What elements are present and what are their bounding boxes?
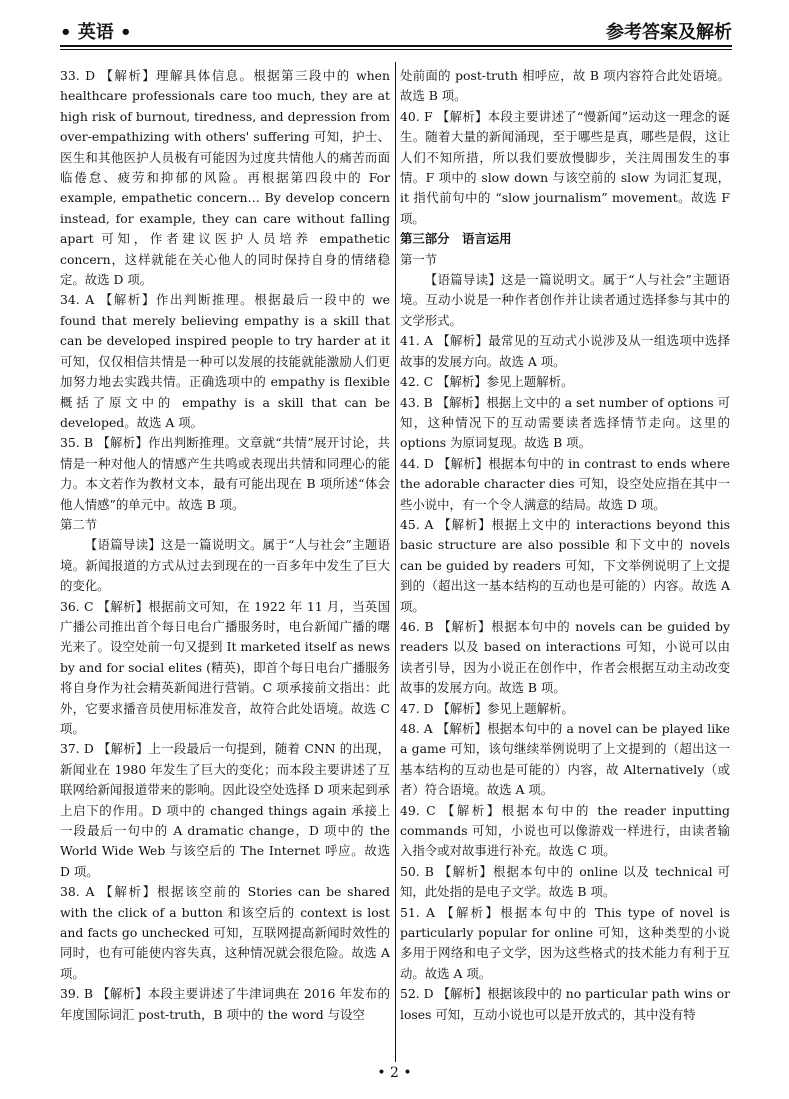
page-number: • 2 • [377,1065,412,1081]
section-heading: 第一节 [400,251,438,267]
header-title: 参考答案及解析 [606,22,732,43]
answer-paragraph: 48. A 【解析】根据本句中的 a novel can be played like a game 可知，该句继续举例说明了上文提到的（超出这一基本结构的互动也是可能的）内容，故 Alternatively（或者）符合语境。故选 A 项。 [400,721,730,798]
header-rule-thin [60,49,732,50]
answer-paragraph: 50. B 【解析】根据本句中的 online 以及 technical 可知，此处指的是电子文学。故选 B 项。 [400,863,730,900]
left-column [60,66,390,1025]
answer-paragraph: 42. C 【解析】参见上题解析。 [400,374,574,390]
answer-paragraph: 52. D 【解析】根据该段中的 no particular path wins or loses 可知，互动小说也可以是开放式的，其中没有特 [400,986,730,1022]
answer-paragraph: 38. A 【解析】根据该空前的 Stories can be shared with the click of a button 和该空后的 context is lost and facts go unchecked 可知，互联网提高新闻时效性的同时，也有可能使内容失真，这种情况就会很危险。故选 A 项。 [60,884,390,981]
answer-paragraph: 35. B 【解析】作出判断推理。文章就“共情”展开讨论，共情是一种对他人的情感产生共鸣或表现出共情和同理心的能力。本文若作为教材文本，最有可能出现在 B 项所述“体会他人情感”的单元中。故选 B 项。 [60,435,390,512]
answer-paragraph: 处前面的 post-truth 相呼应，故 B 项内容符合此处语境。故选 B 项。 [400,68,730,104]
column-divider [395,62,396,1062]
answer-paragraph: 41. A 【解析】最常见的互动式小说涉及从一组选项中选择故事的发展方向。故选 A 项。 [400,333,730,369]
answer-paragraph: 33. D 【解析】理解具体信息。根据第三段中的 when healthcare professionals care too much, they are at high risk of burnout, tiredness, and depression from over-empathizing with others' suffering 可知，护士、医生和其他医护人员极有可能因为过度共情他人的痛苦而面临倦怠、疲劳和抑郁的风险。再根据第四段中的 For example, empathetic concern… By develop concern instead, for example, they can care without falling apart 可知，作者建议医护人员培养 empathetic concern，这样就能在关心他人的同时保持自身的情绪稳定。故选 D 项。 [60,68,390,288]
answer-paragraph: 34. A 【解析】作出判断推理。根据最后一段中的 we found that merely believing empathy is a skill that can be developed inspired people to try harder at it 可知，仅仅相信共情是一种可以发展的技能就能激励人们更加努力地去实践共情。正确选项中的 empathy is flexible 概括了原文中的 empathy is a skill that can be developed。故选 A 项。 [60,292,390,430]
answer-paragraph: 39. B 【解析】本段主要讲述了牛津词典在 2016 年发布的年度国际词汇 post-truth，B 项中的 the word 与设空 [60,986,390,1022]
answer-paragraph: 【语篇导读】这是一篇说明文。属于“人与社会”主题语境。新闻报道的方式从过去到现在的一百多年中发生了巨大的变化。 [60,537,390,594]
answer-paragraph: 51. A 【解析】根据本句中的 This type of novel is particularly popular for online 可知，这种类型的小说多用于网络和电子文学，因为这些格式的技术能力有利于互动。故选 A 项。 [400,904,730,981]
answer-paragraph: 43. B 【解析】根据上文中的 a set number of options 可知，这种情况下的互动需要读者选择情节走向。这里的 options 为原词复现。故选 B 项。 [400,394,730,451]
section-heading: 第三部分 语言运用 [400,231,512,247]
answer-paragraph: 45. A 【解析】根据上文中的 interactions beyond this basic structure are also possible 和下文中的 novels can be guided by readers 可知，下文举例说明了上文提到的（超出这一基本结构的互动也是可能的）内容。故选 A 项。 [400,516,730,614]
answer-paragraph: 44. D 【解析】根据本句中的 in contrast to ends where the adorable character dies 可知，设空处应指在其中一些小说中，有一个令人满意的结局。故选 D 项。 [400,455,730,512]
answer-paragraph: 47. D 【解析】参见上题解析。 [400,700,574,716]
answer-paragraph: 40. F 【解析】本段主要讲述了“慢新闻”运动这一理念的诞生。随着大量的新闻涌现，至于哪些是真，哪些是假，这让人们不知所措，所以我们要放慢脚步，关注周围发生的事情。F 项中的 slow down 与该空前的 slow 为词汇复现，it 指代前句中的 “slow journalism” movement。故选 F 项。 [400,108,730,226]
header-rule [60,45,732,47]
header-subject: • 英语 • [60,22,132,43]
page-header [60,12,732,52]
answer-paragraph: 46. B 【解析】根据本句中的 novels can be guided by readers 以及 based on interactions 可知，小说可以由读者引导，因为小说正在创作中，作者会根据互动主动改变故事的发展方向。故选 B 项。 [400,618,730,696]
answer-paragraph: 【语篇导读】这是一篇说明文。属于“人与社会”主题语境。互动小说是一种作者创作并让读者通过选择参与其中的文学形式。 [400,272,730,328]
answer-paragraph: 36. C 【解析】根据前文可知，在 1922 年 11 月，当英国广播公司推出首个每日电台广播服务时，电台新闻广播的曙光来了。设空处前一句又提到 It marketed itself as news by and for social elites (精英)，即首个每日电台广播服务将自身作为社会精英新闻进行营销。C 项承接前文指出：此外，它要求播音员使用标准发音，故符合此处语境。故选 C 项。 [60,598,390,736]
answer-paragraph: 37. D 【解析】上一段最后一句提到，随着 CNN 的出现，新闻业在 1980 年发生了巨大的变化；而本段主要讲述了互联网给新闻报道带来的影响。因此设空处选择 D 项来起到承上启下的作用。D 项中的 changed things again 承接上一段最后一句中的 A dramatic change，D 项中的 the World Wide Web 与该空后的 The Internet 呼应。故选 D 项。 [60,741,390,879]
section-heading: 第二节 [60,516,98,532]
answer-paragraph: 49. C 【解析】根据本句中的 the reader inputting commands 可知，小说也可以像游戏一样进行，由读者输入指令或对故事进行补充。故选 C 项。 [400,802,730,859]
right-column [400,66,730,1025]
